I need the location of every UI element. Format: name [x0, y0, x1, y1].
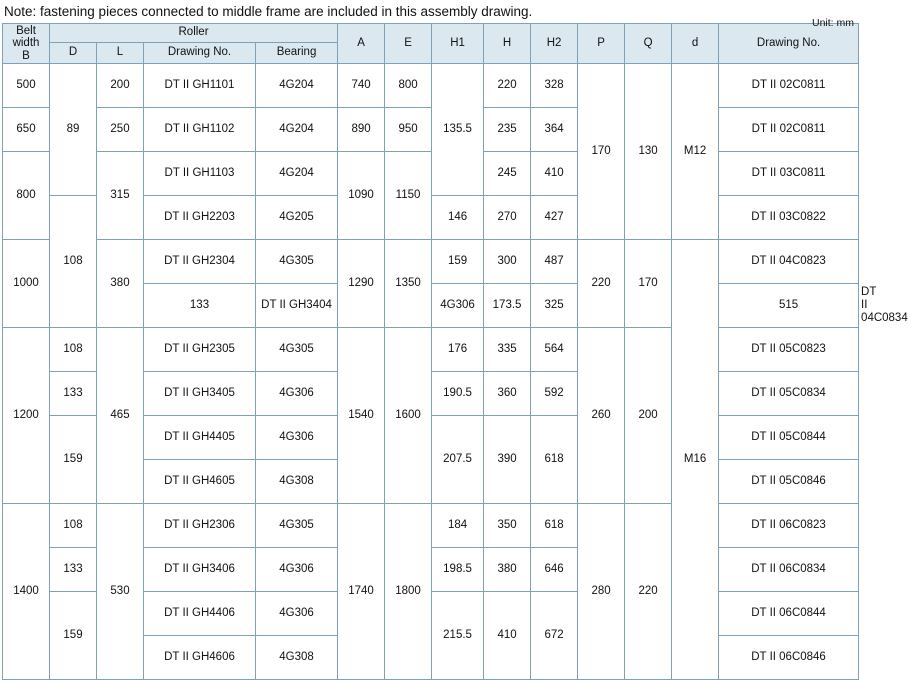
cell-roller-l: 465 [97, 328, 144, 504]
cell-h2: 515 [719, 284, 859, 328]
cell-roller-l: 200 [97, 64, 144, 108]
cell-h1: 184 [432, 504, 484, 548]
header-roller-group: Roller [50, 24, 338, 43]
cell-h2: 618 [531, 416, 578, 504]
specification-table [2, 23, 908, 680]
cell-d: M16 [672, 240, 719, 680]
header-belt-width [3, 24, 50, 64]
cell-drawing-no: DT II 02C0811 [719, 64, 859, 108]
cell-h1: 207.5 [432, 416, 484, 504]
cell-bearing: 4G308 [256, 460, 338, 504]
cell-belt-width: 1200 [3, 328, 50, 504]
table-row [3, 328, 859, 372]
table-row [3, 504, 859, 548]
header-belt-width-line3: B [22, 49, 30, 62]
cell-a: 1290 [338, 240, 385, 328]
cell-belt-width: 1400 [3, 504, 50, 680]
cell-roller-d: 89 [50, 64, 97, 196]
cell-roller-l: 530 [97, 504, 144, 680]
cell-drawing-no: DT II 05C0844 [719, 416, 859, 460]
cell-h2: 328 [531, 64, 578, 108]
table-row [3, 108, 859, 152]
cell-bearing: 4G205 [256, 196, 338, 240]
cell-h: 410 [484, 592, 531, 680]
cell-roller-l: 250 [97, 108, 144, 152]
header-q: Q [625, 24, 672, 64]
cell-a: 1740 [338, 504, 385, 680]
cell-e: 1800 [385, 504, 432, 680]
header-h: H [484, 24, 531, 64]
cell-a: 740 [338, 64, 385, 108]
cell-h2: 364 [531, 108, 578, 152]
cell-drawing-no: DT II 03C0811 [719, 152, 859, 196]
cell-roller-drawing-no: DT II GH4605 [144, 460, 256, 504]
cell-roller-d: 133 [144, 284, 256, 328]
cell-q: 130 [625, 64, 672, 240]
cell-e: 1150 [385, 152, 432, 240]
cell-roller-d: 159 [50, 592, 97, 680]
cell-roller-drawing-no: DT II GH1103 [144, 152, 256, 196]
cell-h1: 198.5 [432, 548, 484, 592]
cell-h2: 592 [531, 372, 578, 416]
cell-p: 220 [578, 240, 625, 328]
cell-bearing: 4G306 [256, 592, 338, 636]
header-roller-drawing-no: Drawing No. [144, 43, 256, 64]
cell-roller-drawing-no: DT II GH1102 [144, 108, 256, 152]
cell-drawing-no: DT II 06C0844 [719, 592, 859, 636]
cell-e: 1350 [385, 240, 432, 328]
cell-belt-width: 500 [3, 64, 50, 108]
cell-h: 390 [484, 416, 531, 504]
unit-label: Unit: mm [812, 17, 854, 29]
cell-drawing-no: DT II 04C0823 [719, 240, 859, 284]
cell-h: 360 [484, 372, 531, 416]
cell-h2: 618 [531, 504, 578, 548]
cell-roller-drawing-no: DT II GH2304 [144, 240, 256, 284]
cell-roller-drawing-no: DT II GH2305 [144, 328, 256, 372]
cell-h1: 135.5 [432, 64, 484, 196]
cell-h2: 672 [531, 592, 578, 680]
cell-roller-drawing-no: DT II GH4606 [144, 636, 256, 680]
cell-roller-drawing-no: DT II GH2306 [144, 504, 256, 548]
cell-belt-width: 1000 [3, 240, 50, 328]
table-row [3, 152, 859, 196]
header-belt-width-line2: width [12, 37, 40, 50]
table-header [3, 24, 859, 64]
cell-bearing: 4G306 [256, 548, 338, 592]
cell-roller-d: 133 [50, 548, 97, 592]
cell-h: 380 [484, 548, 531, 592]
cell-roller-l: 380 [97, 240, 144, 328]
cell-drawing-no: DT II 05C0823 [719, 328, 859, 372]
cell-roller-d: 159 [50, 416, 97, 504]
header-h2: H2 [531, 24, 578, 64]
cell-h: 335 [484, 328, 531, 372]
cell-p: 170 [578, 64, 625, 240]
cell-bearing: 4G305 [256, 240, 338, 284]
table-body [3, 64, 908, 680]
cell-a: 890 [338, 108, 385, 152]
cell-bearing: 4G305 [256, 328, 338, 372]
cell-bearing: 4G306 [256, 416, 338, 460]
cell-bearing: 4G305 [256, 504, 338, 548]
cell-bearing: 4G204 [256, 108, 338, 152]
cell-bearing: 4G204 [256, 152, 338, 196]
table-note: Note: fastening pieces connected to middle frame are included in this assembly drawing. [4, 4, 533, 19]
cell-roller-drawing-no: DT II GH1101 [144, 64, 256, 108]
header-roller-l: L [97, 43, 144, 64]
cell-h: 270 [484, 196, 531, 240]
cell-drawing-no: DT II 05C0834 [719, 372, 859, 416]
cell-roller-drawing-no: DT II GH3405 [144, 372, 256, 416]
cell-e: 950 [385, 108, 432, 152]
cell-h: 325 [531, 284, 578, 328]
cell-a: 1540 [338, 328, 385, 504]
cell-roller-d: 108 [50, 328, 97, 372]
cell-h2: 564 [531, 328, 578, 372]
table-row [3, 240, 859, 284]
cell-drawing-no: DT II 06C0846 [719, 636, 859, 680]
header-d: d [672, 24, 719, 64]
cell-e: 800 [385, 64, 432, 108]
cell-h: 300 [484, 240, 531, 284]
cell-bearing: 4G308 [256, 636, 338, 680]
cell-roller-d: 108 [50, 504, 97, 548]
cell-belt-width: 650 [3, 108, 50, 152]
header-belt-width-line1: Belt [16, 24, 36, 37]
header-roller-d: D [50, 43, 97, 64]
cell-roller-d: 108 [50, 196, 97, 328]
cell-bearing: 4G306 [432, 284, 484, 328]
header-e: E [385, 24, 432, 64]
cell-p: 280 [578, 504, 625, 680]
cell-h2: 427 [531, 196, 578, 240]
cell-h2: 410 [531, 152, 578, 196]
table-row [3, 64, 859, 108]
header-p: P [578, 24, 625, 64]
cell-drawing-no: DT II 06C0834 [719, 548, 859, 592]
cell-q: 170 [625, 240, 672, 328]
header-roller-bearing: Bearing [256, 43, 338, 64]
cell-roller-drawing-no: DT II GH4405 [144, 416, 256, 460]
header-drawing-no: Drawing No. [719, 24, 859, 64]
cell-q: 200 [625, 328, 672, 504]
cell-roller-drawing-no: DT II GH3404 [256, 284, 338, 328]
cell-bearing: 4G204 [256, 64, 338, 108]
cell-e: 1600 [385, 328, 432, 504]
cell-h: 350 [484, 504, 531, 548]
cell-h1: 190.5 [432, 372, 484, 416]
cell-h1: 176 [432, 328, 484, 372]
cell-h1: 215.5 [432, 592, 484, 680]
cell-p: 260 [578, 328, 625, 504]
cell-q: 220 [625, 504, 672, 680]
cell-h: 235 [484, 108, 531, 152]
cell-roller-drawing-no: DT II GH4406 [144, 592, 256, 636]
cell-roller-d: 133 [50, 372, 97, 416]
table-row: 133 DT II GH3404 4G306 173.5 325 515 DT II 04C0834 [3, 284, 859, 328]
cell-h: 245 [484, 152, 531, 196]
cell-a: 1090 [338, 152, 385, 240]
cell-drawing-no: DT II 02C0811 [719, 108, 859, 152]
cell-roller-drawing-no: DT II GH2203 [144, 196, 256, 240]
cell-roller-drawing-no: DT II GH3406 [144, 548, 256, 592]
header-h1: H1 [432, 24, 484, 64]
cell-roller-l: 315 [97, 152, 144, 240]
cell-h1: 159 [432, 240, 484, 284]
cell-h1: 146 [432, 196, 484, 240]
cell-h1: 173.5 [484, 284, 531, 328]
cell-h: 220 [484, 64, 531, 108]
cell-drawing-no: DT II 05C0846 [719, 460, 859, 504]
cell-d: M12 [672, 64, 719, 240]
header-a: A [338, 24, 385, 64]
cell-h2: 646 [531, 548, 578, 592]
cell-h2: 487 [531, 240, 578, 284]
cell-belt-width: 800 [3, 152, 50, 240]
cell-drawing-no: DT II 03C0822 [719, 196, 859, 240]
cell-bearing: 4G306 [256, 372, 338, 416]
cell-drawing-no: DT II 06C0823 [719, 504, 859, 548]
